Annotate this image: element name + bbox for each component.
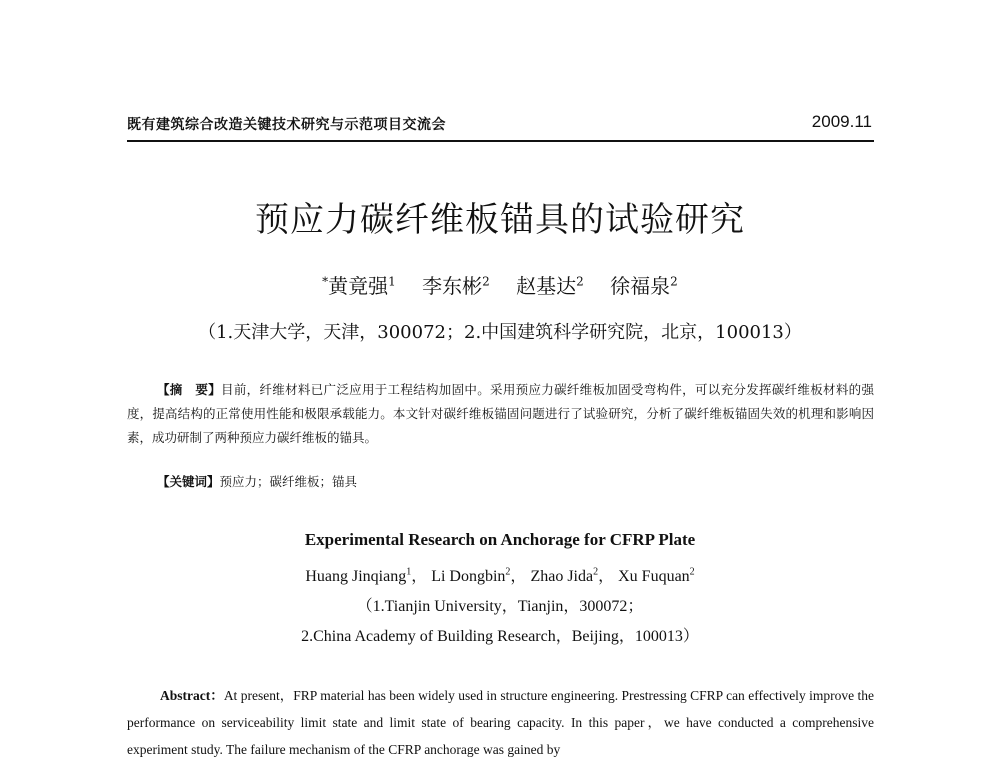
english-title: Experimental Research on Anchorage for CFRP Plate: [304, 530, 696, 549]
paper-title: 预应力碳纤维板锚具的试验研究: [255, 200, 745, 240]
affiliation-cn: （1.天津大学，天津，300072；2.中国建筑科学研究院，北京，100013）: [198, 322, 802, 343]
author-en-3: Zhao Jida$^2$，: [530, 566, 615, 585]
keywords-cn-text: 预应力；碳纤维板；锚具: [219, 474, 358, 489]
author-en-2: Li Dongbin$^2$，: [431, 566, 527, 585]
author-cn-1: *黄竟强$^1$: [322, 274, 396, 298]
abstract-en-label: Abstract：: [160, 688, 224, 703]
issue-date: 2009.11: [811, 112, 872, 131]
keywords-cn: [157, 472, 357, 490]
authors-cn: [0, 270, 1000, 299]
abstract-cn-text: 目前，纤维材料已广泛应用于工程结构加固中。采用预应力碳纤维板加固受弯构件，可以充分发挥碳纤维板材料的强度，提高结构的正常使用性能和极限承载能力。本文针对碳纤维板锚固问题进行了试验研究，分析了碳纤维板锚固失效的机理和影响因素，成功研制了两种预应力碳纤维板的锚具。: [127, 382, 874, 445]
running-header: [127, 112, 874, 142]
abstract-cn-label: 【摘 要】: [157, 382, 222, 397]
author-cn-2: 李东彬$^2$: [422, 274, 490, 298]
english-authors: [0, 563, 1000, 586]
keywords-cn-label: 【关键词】: [157, 474, 220, 489]
author-en-4: Xu Fuquan$^2$: [618, 566, 695, 585]
abstract-en: [127, 682, 874, 763]
journal-name: 既有建筑综合改造关键技术研究与示范项目交流会: [127, 117, 446, 133]
abstract-cn: [127, 378, 874, 450]
author-cn-4: 徐福泉$^2$: [610, 274, 678, 298]
author-cn-3: 赵基达$^2$: [516, 274, 584, 298]
english-affiliation-1: （1.Tianjin University，Tianjin，300072；: [356, 598, 644, 615]
abstract-en-text: At present，FRP material has been widely used in structure engineering. Prestressing CFRP can effectively improve the performance on serviceability limit state and limit state of bearing capacity. In this paper，we have conducted a comprehensive experiment study. The failure mechanism of the CFRP anchorage was gained by: [127, 688, 874, 757]
english-affiliation-2: 2.China Academy of Building Research，Beijing，100013）: [301, 628, 699, 645]
author-en-1: Huang Jinqiang$^1$，: [305, 566, 428, 585]
